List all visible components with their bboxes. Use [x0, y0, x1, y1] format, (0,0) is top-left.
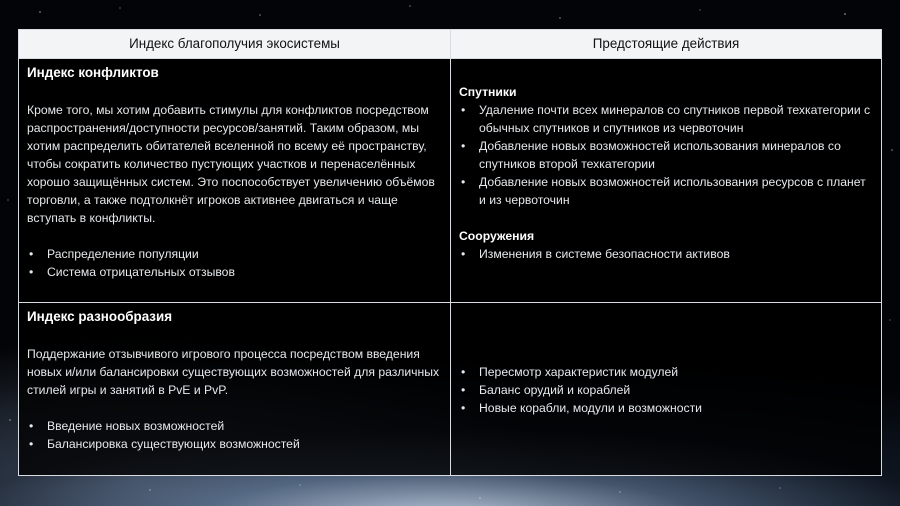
list-item: • Введение новых возможностей: [27, 417, 442, 435]
diversity-index-cell: [19, 303, 451, 476]
structures-title: Сооружения: [459, 229, 535, 243]
table-header-row: [19, 30, 882, 59]
list-item: • Изменения в системе безопасности активов: [459, 245, 873, 263]
list-item: • Добавление новых возможностей использования минералов со спутников второй техкатегории: [459, 137, 873, 173]
list-item: • Удаление почти всех минералов со спутников первой техкатегории с обычных спутников и спутников из червоточин: [459, 101, 873, 137]
moons-list: [459, 101, 873, 209]
header-ecosystem-index: Индекс благополучия экосистемы: [19, 30, 451, 59]
list-item: • Распределение популяции: [27, 245, 442, 263]
list-item: • Баланс орудий и кораблей: [459, 381, 873, 399]
list-item: • Пересмотр характеристик модулей: [459, 363, 873, 381]
table-row: [19, 303, 882, 476]
list-item: • Новые корабли, модули и возможности: [459, 399, 873, 417]
header-upcoming-actions: Предстоящие действия: [451, 30, 882, 59]
diversity-actions-list: [459, 363, 873, 417]
list-item: • Добавление новых возможностей использования ресурсов с планет и из червоточин: [459, 173, 873, 209]
list-item: • Система отрицательных отзывов: [27, 263, 442, 281]
conflict-index-title: Индекс конфликтов: [27, 65, 159, 80]
conflict-index-text: Кроме того, мы хотим добавить стимулы для конфликтов посредством распространения/доступности ресурсов/занятий. Таким образом, мы хотим распределить обитателей вселенной по всему её пространству, чтобы сократить количество пустующих участков и перенаселённых хорошо защищённых систем. Это поспособствует увеличению объёмов торговли, а также подтолкнёт игроков активнее двигаться и чаще вступать в конфликты.: [27, 103, 435, 225]
conflict-index-list: [27, 245, 442, 281]
table-row: [19, 59, 882, 303]
conflict-actions-cell: [451, 59, 882, 303]
conflict-index-cell: [19, 59, 451, 303]
diversity-actions-cell: [451, 303, 882, 476]
list-item: • Балансировка существующих возможностей: [27, 435, 442, 453]
structures-list: [459, 245, 873, 263]
diversity-index-list: [27, 417, 442, 453]
moons-title: Спутники: [459, 85, 517, 99]
diversity-index-title: Индекс разнообразия: [27, 309, 173, 324]
ecosystem-table: [18, 29, 882, 476]
diversity-index-text: Поддержание отзывчивого игрового процесса посредством введения новых и/или балансировки существующих возможностей для различных стилей игры и занятий в PvE и PvP.: [27, 347, 440, 397]
